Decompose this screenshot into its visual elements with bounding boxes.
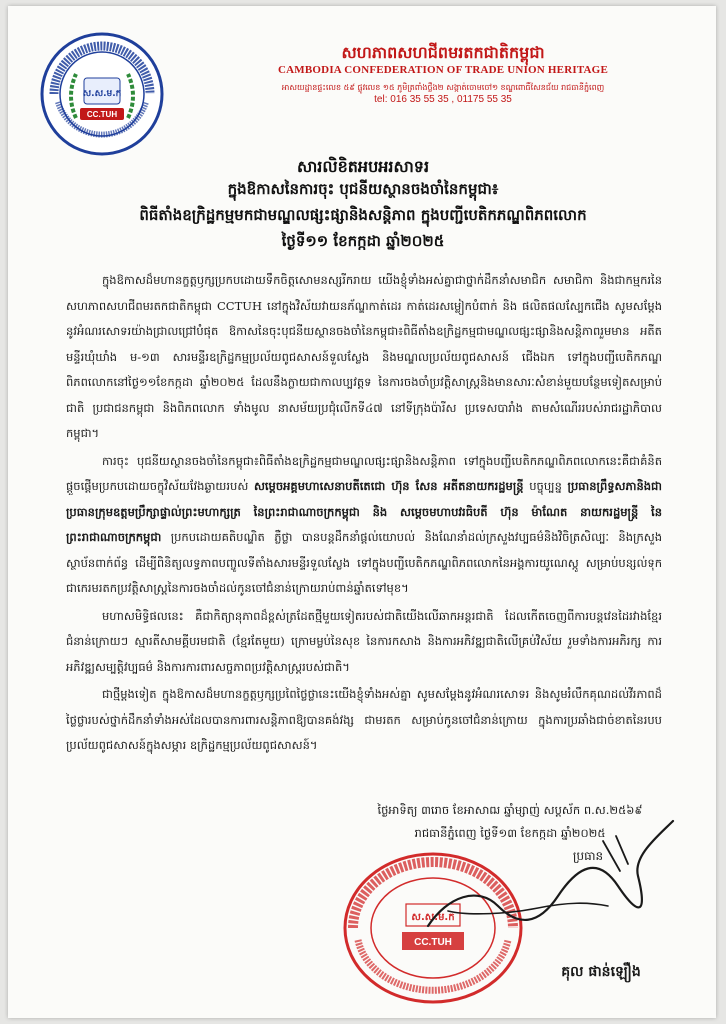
- org-address: អាសយដ្ឋានផ្ទះលេខ ៥៩ ផ្លូវលេខ ១៥ ភូមិត្រពាំងថ្លឹង២ សង្កាត់ចោមចៅ១ ខណ្ឌពោធិ៍សែនជ័យ រាជធានីភ្នំពេញ: [281, 83, 605, 92]
- paragraph-2: ការចុះ បុជនីយស្ថានចងចាំនៃកម្ពុជា៖ពិធីតាំងឧក្រិដ្ឋកម្មជាមណ្ឌលផ្សះផ្សានិងសន្តិភាព ទៅក្នុងបញ្ជីបេតិកភណ្ឌពិភពលោកនេះគឺជាគំនិតផ្តួចផ្តើមប្រកបដោយចក្ខុវិស័យវែងឆ្ងាយរបស់ សម្តេចអគ្គមហាសេនាបតីតេជោ ហ៊ុន សែន អតីតនាយករដ្ឋមន្ត្រី បច្ចុប្បន្ន ប្រធានព្រឹទ្ធសភានិងជាប្រធានក្រុមឧត្តមប្រឹក្សាផ្ទាល់ព្រះមហាក្សត្រ នៃព្រះរាជាណាចក្រកម្ពុជា និង សម្តេចមហាបវរធិបតី ហ៊ុន ម៉ាណែត នាយករដ្ឋមន្ត្រី នៃព្រះរាជាណាចក្រកម្ពុជា ប្រកបដោយគតិបណ្ឌិត ភ្លឺថ្លា បានបន្តដឹកនាំផ្តល់យោបល់ និងណែនាំដល់ក្រសួងវប្បធម៌និងវិចិត្រសិល្បៈ និងក្រសួងស្ថាប័នពាក់ព័ន្ធ ដើម្បីពិនិត្យលទ្ធភាពបញ្ចូលទីតាំងសារមន្ទីរទួលស្លែង ទៅក្នុងបញ្ជីបេតិកភណ្ឌពិភពលោកនៃអង្គការយូណេស្កូ សម្រាប់បន្សល់ទុកជាកេរមរតកប្រវត្តិសាស្ត្រនៃការចងចាំដល់កូនចៅជំនាន់ក្រោយរាប់ពាន់ឆ្នាំតទៅមុខ។: [66, 453, 662, 595]
- union-logo: [40, 32, 164, 156]
- stamp-abbr-en: CC.TUH: [414, 937, 452, 948]
- leader-names-1: សម្តេចអគ្គមហាសេនាបតីតេជោ ហ៊ុន សែន អតីតនាយករដ្ឋមន្ត្រី: [253, 479, 524, 493]
- lunar-date: ថ្ងៃអាទិត្យ ៣រោច ខែអាសាឍ ឆ្នាំម្សាញ់ សប្តស័ក ព.ស.២៥៦៩: [377, 803, 643, 817]
- signer-role: ប្រធាន: [572, 849, 604, 863]
- place-date: រាជធានីភ្នំពេញ ថ្ងៃទី១៣ ខែកក្កដា ឆ្នាំ២០២៥: [414, 826, 606, 840]
- leader-names-2: ប្រធានព្រឹទ្ធសភានិងជាប្រធានក្រុមឧត្តមប្រឹក្សាផ្ទាល់ព្រះមហាក្សត្រ នៃព្រះរាជាណាចក្រកម្ពុជា និង សម្តេចមហាបវរធិបតី ហ៊ុន ម៉ាណែត នាយករដ្ឋមន្ត្រី នៃព្រះរាជាណាចក្រកម្ពុជា: [66, 479, 662, 544]
- stamp-abbr-kh: ស.ស.ម.ក: [411, 912, 455, 923]
- letter-page: [8, 6, 716, 1018]
- signer-name: គុល ផាន់ឡឿង: [561, 964, 641, 980]
- letter-date-heading: ថ្ងៃទី១១ ខែកក្កដា ឆ្នាំ២០២៥: [281, 232, 445, 250]
- paragraph-4: ជាថ្មីម្តងទៀត ក្នុងឱកាសដ៏មហានក្ខត្តឫក្សប្រពៃថ្លៃថ្លានេះយើងខ្ញុំទាំងអស់គ្នា សូមសម្តែងនូវអំណរសោទរ និងសូមរំលឹកគុណដល់វីរភាពដ៏ថ្លៃថ្លារបស់ថ្នាក់ដឹកនាំទាំងអស់ដែលបានការពារសន្តិភាពឱ្យបានគង់វង្ស ជាមរតក សម្រាប់កូនចៅជំនាន់ក្រោយ ក្នុងការប្រឆាំងជាច់ខាតនៃរបបប្រល័យពូជសាសន៍ក្នុងសម្ភារ ឧក្រិដ្ឋកម្មប្រល័យពូជសាសន៍។: [66, 687, 662, 752]
- org-name-english: CAMBODIA CONFEDERATION OF TRADE UNION HERITAGE: [278, 64, 608, 76]
- org-name-khmer: សហភាពសហជីពមរតកជាតិកម្ពុជា: [341, 43, 545, 62]
- letter-subtitle-2: ពិធីតាំងឧក្រិដ្ឋកម្មមកជាមណ្ឌលផ្សះផ្សានិងសន្តិភាព ក្នុងបញ្ជីបេតិកភណ្ឌពិភពលោក: [139, 206, 587, 224]
- logo-abbr-en: CC.TUH: [86, 110, 118, 119]
- handwritten-signature: [388, 816, 688, 946]
- paragraph-3: មហាសមិទ្ធិផលនេះ គឺជាកិត្យានុភាពដ៏ខ្ពស់ត្រដែតថ្មីមួយទៀតរបស់ជាតិយើងលើឆាកអន្តរជាតិ ដែលកើតចេញពីការបន្តវេនដៃរវាងខ្មែរជំនាន់ក្រោយៗ ស្មារតីសាមគ្គីបរមជាតិ (ខ្មែរតែមួយ) ក្រោមម្លប់នៃសុខ នៃការកសាង និងការអភិវឌ្ឍជាតិលើគ្រប់វិស័យ រួមទាំងការអភិរក្ស ការអភិវឌ្ឍសម្បត្តិវប្បធម៌ និងការការពារសច្ចភាពប្រវត្តិសាស្ត្ររបស់ជាតិ។: [66, 608, 662, 674]
- paragraph-1: ក្នុងឱកាសដ៏មហានក្ខត្តឫក្សប្រកបដោយទឹកចិត្តសោមនស្សរីករាយ យើងខ្ញុំទាំងអស់គ្នាជាថ្នាក់ដឹកនាំសមាជិក សមាជិកា និងជាកម្មករនៃ សហភាពសហជីពមរតកជាតិកម្ពុជា CCTUH នៅក្នុងវិស័យវាយនភ័ណ្ឌកាត់ដេរ កាត់ដេរសម្លៀកបំពាក់ និង ផលិតផលស្បែកជើង សូមសម្តែងនូវអំណរសោទរយ៉ាងជ្រាលជ្រៅបំផុត ឱកាសនៃចុះបុជនីយស្ថានចងចាំនៃកម្ពុជា៖ពិធីតាំងឧក្រិដ្ឋកម្មជាមណ្ឌលផ្សះផ្សានិងសន្តិភាពរួមមាន អតីតមន្ទីរឃុំឃាំង ម-១៣ សារមន្ទីរឧក្រិដ្ឋកម្មប្រល័យពូជសាសន៍ទួលស្លែង និងមណ្ឌលប្រល័យពូជសាសន៍ ជើងឯក ទៅក្នុងបញ្ជីបេតិកភណ្ឌពិភពលោកនៅថ្ងៃ១១ខែកក្កដា ឆ្នាំ២០២៥ ដែលនឹងក្លាយជាកាលប្បវត្តទ នៃការចងចាំប្រវត្តិសាស្ត្រនិងមានសារៈសំខាន់មួយបន្ថែមទៀតសម្រាប់ជាតិ ប្រជាជនកម្ពុជា និងពិភពលោក ទាំងមូល នាសម័យប្រជុំលើកទី៤៧ នៅទីក្រុងប៉ារីស ប្រទេសបារាំង តាមសំណើររបស់រាជរដ្ឋាភិបាលកម្ពុជា។: [66, 273, 662, 440]
- letter-body: [66, 268, 662, 761]
- logo-abbr-kh: ស.ស.ម.ក: [82, 89, 122, 99]
- org-phone: tel: 016 35 55 35 , 01175 55 35: [374, 94, 512, 105]
- letter-subtitle-1: ក្នុងឱកាសនៃការចុះ បុជនីយស្ថានចងចាំនៃកម្ពុជា៖: [227, 180, 499, 198]
- letter-title: សារលិខិតអបអរសាទរ: [296, 157, 430, 176]
